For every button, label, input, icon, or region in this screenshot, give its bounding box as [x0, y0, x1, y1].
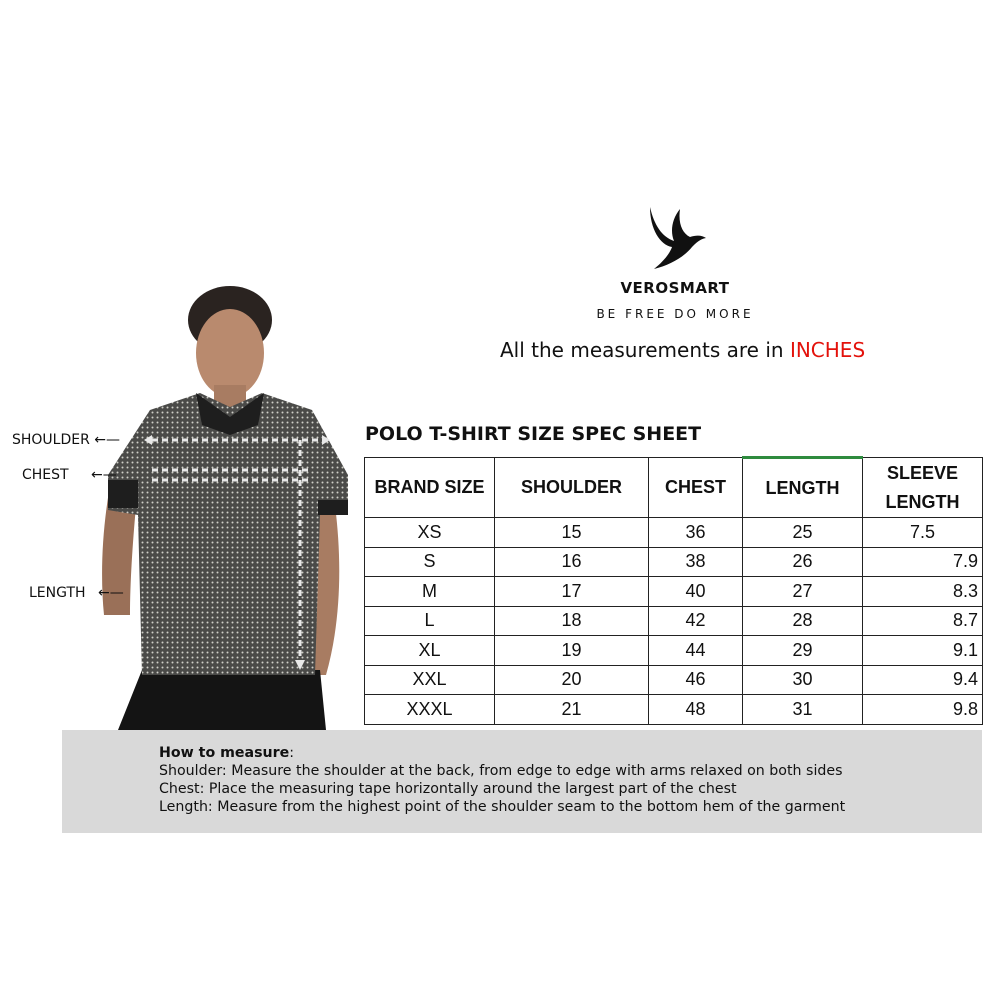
table-row	[365, 665, 983, 695]
cell-length: 30	[743, 665, 863, 695]
table-row	[365, 518, 983, 548]
cell-chest: 38	[649, 547, 743, 577]
cell-length: 31	[743, 695, 863, 725]
header-shoulder: SHOULDER	[495, 458, 649, 518]
table-row	[365, 547, 983, 577]
table-row	[365, 577, 983, 607]
cell-shoulder: 17	[495, 577, 649, 607]
table-row	[365, 606, 983, 636]
cell-sleeve: 8.3	[863, 577, 983, 607]
cell-shoulder: 15	[495, 518, 649, 548]
brand-tagline: BE FREE DO MORE	[596, 307, 754, 321]
cell-size: S	[365, 547, 495, 577]
cell-shoulder: 20	[495, 665, 649, 695]
cell-length: 26	[743, 547, 863, 577]
cell-length: 28	[743, 606, 863, 636]
cell-chest: 48	[649, 695, 743, 725]
bird-icon	[640, 205, 710, 273]
cell-sleeve: 8.7	[863, 606, 983, 636]
how-to-measure-length: Length: Measure from the highest point of the shoulder seam to the bottom hem of the garment	[159, 799, 846, 815]
unit-note-unit: INCHES	[789, 338, 866, 362]
length-label: LENGTH ←—	[29, 585, 124, 601]
table-row	[365, 695, 983, 725]
arrow-left-icon: ←—	[98, 585, 124, 601]
shoulder-label: SHOULDER ←—	[12, 432, 121, 448]
cell-chest: 40	[649, 577, 743, 607]
cell-chest: 44	[649, 636, 743, 666]
cell-shoulder: 16	[495, 547, 649, 577]
cell-size: XL	[365, 636, 495, 666]
size-table	[364, 456, 983, 725]
chest-label: CHEST ←—	[22, 467, 117, 483]
cell-chest: 42	[649, 606, 743, 636]
table-header-row	[365, 458, 983, 518]
header-sleeve-length: SLEEVE LENGTH	[863, 458, 983, 518]
cell-length: 29	[743, 636, 863, 666]
unit-note	[500, 338, 865, 362]
cell-sleeve: 9.1	[863, 636, 983, 666]
cell-size: XXXL	[365, 695, 495, 725]
header-chest: CHEST	[649, 458, 743, 518]
arrow-left-icon: ←—	[91, 467, 117, 483]
cell-size: L	[365, 606, 495, 636]
cell-length: 25	[743, 518, 863, 548]
cell-length: 27	[743, 577, 863, 607]
cell-shoulder: 19	[495, 636, 649, 666]
cell-size: XXL	[365, 665, 495, 695]
cell-size: XS	[365, 518, 495, 548]
how-to-measure-box	[62, 730, 982, 833]
cell-chest: 36	[649, 518, 743, 548]
cell-sleeve: 7.5	[863, 518, 983, 548]
unit-note-prefix: All the measurements are in	[500, 338, 790, 362]
cell-sleeve: 7.9	[863, 547, 983, 577]
cell-chest: 46	[649, 665, 743, 695]
brand-name: VEROSMART	[620, 279, 730, 297]
cell-sleeve: 9.8	[863, 695, 983, 725]
how-to-measure-shoulder: Shoulder: Measure the shoulder at the back, from edge to edge with arms relaxed on both sides	[159, 763, 843, 779]
table-row	[365, 636, 983, 666]
sheet-title: POLO T-SHIRT SIZE SPEC SHEET	[365, 423, 702, 445]
cell-shoulder: 18	[495, 606, 649, 636]
model-illustration	[90, 275, 360, 730]
how-to-measure-heading: How to measure:	[159, 745, 295, 761]
brand-logo	[560, 205, 790, 321]
cell-sleeve: 9.4	[863, 665, 983, 695]
cell-size: M	[365, 577, 495, 607]
header-length: LENGTH	[743, 458, 863, 518]
model-figure	[90, 275, 360, 730]
header-brand-size: BRAND SIZE	[365, 458, 495, 518]
arrow-left-icon: ←—	[94, 432, 121, 448]
cell-shoulder: 21	[495, 695, 649, 725]
how-to-measure-chest: Chest: Place the measuring tape horizontally around the largest part of the chest	[159, 781, 737, 797]
